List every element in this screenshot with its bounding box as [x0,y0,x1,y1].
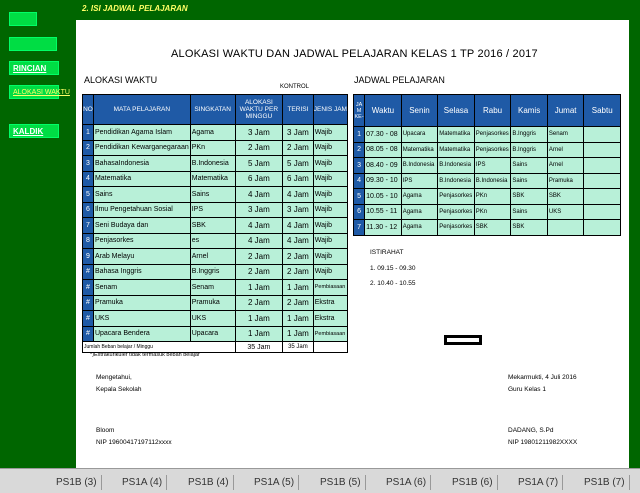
alokasi-title: ALOKASI WAKTU [84,75,158,85]
nav-button-hidden-1[interactable] [9,12,37,26]
cell-terisi[interactable]: 1 Jam [283,326,314,342]
cell-waktu[interactable]: 09.30 - 10 [365,173,402,189]
cell-no[interactable]: 3 [83,156,94,172]
cell-mapel[interactable]: Penjasorkes [93,233,190,249]
col-header: Rabu [474,95,511,127]
total-terisi: 35 Jam [283,342,314,353]
sheet-tab[interactable]: PS1B (6) [448,475,498,490]
cell-rabu[interactable]: PKn [474,189,511,205]
cell-singkatan[interactable]: SBK [190,218,235,234]
cell-terisi[interactable]: 4 Jam [283,233,314,249]
cell-alokasi[interactable]: 1 Jam [235,311,283,327]
cell-jenis[interactable]: Wajib [313,218,347,234]
selected-cell[interactable] [444,335,482,345]
cell-selasa[interactable]: Penjasorkes [438,204,475,220]
cell-senin[interactable]: Agama [401,220,438,236]
col-header: Senin [401,95,438,127]
cell-jenis[interactable]: Wajib [313,171,347,187]
cell-singkatan[interactable]: Pramuka [190,295,235,311]
table-row [354,204,621,220]
cell-jenis[interactable]: Wajib [313,264,347,280]
table-row [354,158,621,174]
cell-no[interactable]: 7 [83,218,94,234]
guru-nip: NIP 19801211982XXXX [508,439,578,446]
table-row [83,326,348,342]
cell-no[interactable]: # [83,295,94,311]
cell-alokasi[interactable]: 1 Jam [235,326,283,342]
cell-no[interactable]: 1 [83,125,94,141]
table-row [83,249,348,265]
table-row [83,171,348,187]
cell-terisi[interactable]: 2 Jam [283,295,314,311]
nav-button-alokasi-waktu[interactable]: ALOKASI WAKTU [9,85,59,99]
cell-waktu[interactable]: 08.40 - 09 [365,158,402,174]
cell-ke[interactable]: 2 [354,142,365,158]
cell-senin[interactable]: Agama [401,189,438,205]
cell-rabu[interactable]: PKn [474,204,511,220]
cell-sabtu[interactable] [584,220,621,236]
cell-jenis[interactable]: Wajib [313,202,347,218]
col-header: Waktu [365,95,402,127]
worksheet [76,20,629,468]
cell-no[interactable]: # [83,264,94,280]
cell-jumat[interactable]: Arnel [547,158,584,174]
cell-jenis[interactable]: Wajib [313,156,347,172]
mengetahui: Mengetahui, [96,374,132,381]
cell-mapel[interactable]: Seni Budaya dan [93,218,190,234]
cell-selasa[interactable]: B.Indonesia [438,173,475,189]
cell-kamis[interactable]: Sains [511,173,548,189]
cell-senin[interactable]: Upacara [401,127,438,143]
cell-waktu[interactable]: 08.05 - 08 [365,142,402,158]
sheet-tab[interactable]: PS1B (5) [316,475,366,490]
cell-terisi[interactable]: 1 Jam [283,280,314,296]
cell-selasa[interactable]: Penjasorkes [438,189,475,205]
cell-mapel[interactable]: UKS [93,311,190,327]
cell-alokasi[interactable]: 2 Jam [235,140,283,156]
table-row [83,311,348,327]
cell-sabtu[interactable] [584,127,621,143]
kepala-nip: NIP 19600417197112xxxx [96,439,172,446]
cell-mapel[interactable]: Matematika [93,171,190,187]
cell-jenis[interactable]: Ekstra [313,295,347,311]
cell-selasa[interactable]: Penjasorkes [438,220,475,236]
table-row [83,125,348,141]
cell-singkatan[interactable]: IPS [190,202,235,218]
cell-singkatan[interactable]: Matematika [190,171,235,187]
cell-alokasi[interactable]: 4 Jam [235,187,283,203]
cell-terisi[interactable]: 3 Jam [283,125,314,141]
cell-waktu[interactable]: 11.30 - 12 [365,220,402,236]
sheet-tab[interactable]: PS1B (3) [52,475,102,490]
cell-alokasi[interactable]: 2 Jam [235,249,283,265]
top-band [76,0,640,20]
cell-terisi[interactable]: 4 Jam [283,187,314,203]
cell-jumat[interactable]: SBK [547,189,584,205]
cell-mapel[interactable]: Pramuka [93,295,190,311]
cell-rabu[interactable]: Penjasorkes [474,142,511,158]
cell-alokasi[interactable]: 2 Jam [235,264,283,280]
cell-singkatan[interactable]: UKS [190,311,235,327]
cell-singkatan[interactable]: Arnel [190,249,235,265]
total-alokasi: 35 Jam [235,342,283,353]
cell-singkatan[interactable]: PKn [190,140,235,156]
main-title: ALOKASI WAKTU DAN JADWAL PELAJARAN KELAS 1 TP 2016 / 2017 [171,48,538,60]
cell-alokasi[interactable]: 4 Jam [235,233,283,249]
table-row [83,218,348,234]
cell-ke[interactable]: 3 [354,158,365,174]
kepala-nama: Bloom [96,427,115,434]
cell-singkatan[interactable]: B.Inggris [190,264,235,280]
cell-no[interactable]: # [83,326,94,342]
cell-alokasi[interactable]: 5 Jam [235,156,283,172]
cell-ke[interactable]: 5 [354,189,365,205]
cell-senin[interactable]: Matematika [401,142,438,158]
cell-terisi[interactable]: 2 Jam [283,249,314,265]
cell-alokasi[interactable]: 6 Jam [235,171,283,187]
nav-button-kaldik[interactable]: KALDIK [9,124,59,138]
cell-jenis[interactable]: Pembiasaan [313,280,347,296]
cell-kamis[interactable]: Sains [511,158,548,174]
nav-button-rincian[interactable]: RINCIAN [9,61,59,75]
cell-jenis[interactable]: Pembiasaan [313,326,347,342]
table-row [83,264,348,280]
cell-selasa[interactable]: B.Indonesia [438,158,475,174]
table-row [83,280,348,296]
cell-waktu[interactable]: 10.05 - 10 [365,189,402,205]
cell-senin[interactable]: IPS [401,173,438,189]
cell-no[interactable]: # [83,311,94,327]
table-row [354,189,621,205]
guru-kelas: Guru Kelas 1 [508,386,546,393]
col-header: SINGKATAN [190,95,235,125]
cell-ke[interactable]: 7 [354,220,365,236]
istirahat-label: ISTIRAHAT [370,249,404,256]
cell-no[interactable]: 5 [83,187,94,203]
istirahat-1: 1. 09.15 - 09.30 [370,265,416,272]
total-label: Jumlah Beban belajar / Minggu [83,342,236,353]
table-row [354,220,621,236]
cell-mapel[interactable]: Bahasa Inggris [93,264,190,280]
cell-terisi[interactable]: 2 Jam [283,140,314,156]
cell-mapel[interactable]: Sains [93,187,190,203]
cell-no[interactable]: 9 [83,249,94,265]
cell-mapel[interactable]: Arab Melayu [93,249,190,265]
cell-selasa[interactable]: Matematika [438,127,475,143]
cell-no[interactable]: 2 [83,140,94,156]
cell-terisi[interactable]: 4 Jam [283,218,314,234]
alokasi-table [82,94,348,353]
total-empty [313,342,347,353]
jadwal-table [353,94,621,236]
cell-senin[interactable]: B.Indonesia [401,158,438,174]
cell-no[interactable]: 8 [83,233,94,249]
sheet-tab[interactable]: PS1B (4) [184,475,234,490]
col-header: Jumat [547,95,584,127]
cell-terisi[interactable]: 5 Jam [283,156,314,172]
col-header: Selasa [438,95,475,127]
cell-alokasi[interactable]: 3 Jam [235,125,283,141]
kepala-sekolah: Kepala Sekolah [96,386,142,393]
col-header: JENIS JAM [313,95,347,125]
cell-jenis[interactable]: Wajib [313,187,347,203]
sheet-tab[interactable]: PS1A (7) [514,475,563,490]
cell-kamis[interactable]: B.Inggris [511,142,548,158]
col-header: JA M KE- [354,95,365,127]
cell-mapel[interactable]: Pendidikan Agama Islam [93,125,190,141]
footnote: *)Extrakurikuler tidak termasuk beban belajar [90,352,200,358]
cell-senin[interactable]: Agama [401,204,438,220]
sheet-tab[interactable]: PS1A (6) [382,475,431,490]
cell-alokasi[interactable]: 1 Jam [235,280,283,296]
col-header: ALOKASI WAKTU PER MINGGU [235,95,283,125]
cell-ke[interactable]: 4 [354,173,365,189]
cell-kamis[interactable]: SBK [511,189,548,205]
cell-mapel[interactable]: Ilmu Pengetahuan Sosial [93,202,190,218]
cell-no[interactable]: 6 [83,202,94,218]
sheet-title: 2. ISI JADWAL PELAJARAN [82,4,188,13]
cell-waktu[interactable]: 07.30 - 08 [365,127,402,143]
sheet-tabbar [0,468,640,493]
cell-sabtu[interactable] [584,204,621,220]
kontrol-label: KONTROL [280,84,310,90]
table-row [354,173,621,189]
cell-jumat[interactable]: Arnel [547,142,584,158]
cell-kamis[interactable]: B.Inggris [511,127,548,143]
table-row [83,233,348,249]
table-row [354,127,621,143]
col-header: NO [83,95,94,125]
col-header: TERISI [283,95,314,125]
cell-rabu[interactable]: B.Indonesia [474,173,511,189]
cell-kamis[interactable]: Sains [511,204,548,220]
col-header: MATA PELAJARAN [93,95,190,125]
cell-jumat[interactable] [547,220,584,236]
cell-no[interactable]: # [83,280,94,296]
table-row [354,142,621,158]
cell-rabu[interactable]: Penjasorkes [474,127,511,143]
table-row [83,156,348,172]
cell-jumat[interactable]: Pramuka [547,173,584,189]
cell-mapel[interactable]: Pendidikan Kewarganegaraan [93,140,190,156]
cell-kamis[interactable]: SBK [511,220,548,236]
table-row [83,295,348,311]
cell-sabtu[interactable] [584,173,621,189]
cell-singkatan[interactable]: Agama [190,125,235,141]
nav-button-hidden-2[interactable] [9,37,57,51]
cell-singkatan[interactable]: es [190,233,235,249]
cell-mapel[interactable]: Senam [93,280,190,296]
cell-no[interactable]: 4 [83,171,94,187]
col-header: Sabtu [584,95,621,127]
cell-terisi[interactable]: 3 Jam [283,202,314,218]
guru-nama: DADANG, S.Pd [508,427,554,434]
istirahat-2: 2. 10.40 - 10.55 [370,280,416,287]
jadwal-title: JADWAL PELAJARAN [354,75,445,85]
cell-sabtu[interactable] [584,142,621,158]
cell-alokasi[interactable]: 4 Jam [235,218,283,234]
cell-ke[interactable]: 1 [354,127,365,143]
cell-jenis[interactable]: Ekstra [313,311,347,327]
cell-terisi[interactable]: 1 Jam [283,311,314,327]
table-row [83,140,348,156]
cell-terisi[interactable]: 2 Jam [283,264,314,280]
col-header: Kamis [511,95,548,127]
cell-rabu[interactable]: SBK [474,220,511,236]
table-row [83,202,348,218]
cell-sabtu[interactable] [584,189,621,205]
cell-jenis[interactable]: Wajib [313,233,347,249]
cell-jenis[interactable]: Wajib [313,140,347,156]
cell-rabu[interactable]: IPS [474,158,511,174]
cell-mapel[interactable]: Upacara Bendera [93,326,190,342]
table-row [83,187,348,203]
cell-jumat[interactable]: Senam [547,127,584,143]
total-row [83,342,348,353]
cell-mapel[interactable]: BahasaIndonesia [93,156,190,172]
cell-terisi[interactable]: 6 Jam [283,171,314,187]
cell-sabtu[interactable] [584,158,621,174]
cell-selasa[interactable]: Matematika [438,142,475,158]
cell-jenis[interactable]: Wajib [313,249,347,265]
cell-alokasi[interactable]: 3 Jam [235,202,283,218]
cell-singkatan[interactable]: Senam [190,280,235,296]
cell-singkatan[interactable]: B.Indonesia [190,156,235,172]
cell-waktu[interactable]: 10.55 - 11 [365,204,402,220]
tempat-tanggal: Mekarmukti, 4 Juli 2016 [508,374,577,381]
sheet-tab[interactable]: PS1A (5) [250,475,299,490]
sheet-tab[interactable]: PS1A (4) [118,475,167,490]
cell-ke[interactable]: 6 [354,204,365,220]
cell-alokasi[interactable]: 2 Jam [235,295,283,311]
sheet-tab[interactable]: PS1B (7) [580,475,630,490]
right-panel [629,20,640,468]
cell-jumat[interactable]: UKS [547,204,584,220]
cell-singkatan[interactable]: Sains [190,187,235,203]
cell-singkatan[interactable]: Upacara [190,326,235,342]
cell-jenis[interactable]: Wajib [313,125,347,141]
